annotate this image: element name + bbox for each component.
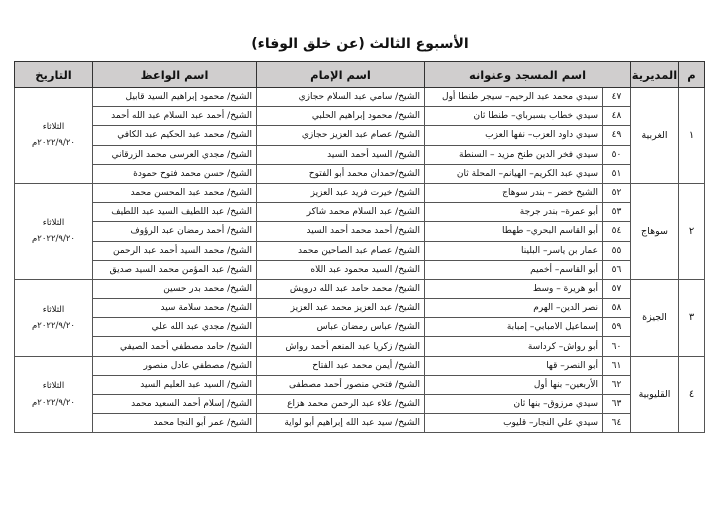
mosque-name: أبو النصر– قها: [425, 356, 603, 375]
imam-name: الشيخ/ علاء عبد الرحمن محمد هزاع: [257, 395, 425, 414]
preacher-name: الشيخ/ محمد عبد الحكيم عبد الكافي: [93, 126, 257, 145]
header-preacher: اسم الواعظ: [93, 62, 257, 88]
mosque-number: ٤٩: [603, 126, 631, 145]
mosque-name: أبو هريرة – وسط: [425, 279, 603, 298]
imam-name: الشيخ/ السيد أحمد السيد: [257, 145, 425, 164]
table-row: [15, 279, 705, 298]
mosque-name: الشيخ خضر – بندر سوهاج: [425, 183, 603, 202]
directorate-name: الجيزة: [631, 279, 679, 356]
date-day: الثلاثاء: [42, 304, 65, 315]
preacher-name: الشيخ/ محمد عبد المحسن محمد: [93, 183, 257, 202]
preacher-name: الشيخ/ إسلام أحمد السعيد محمد: [93, 395, 257, 414]
table-row: [15, 414, 705, 433]
preacher-name: الشيخ/ محمد السيد أحمد عبد الرحمن: [93, 241, 257, 260]
preacher-name: الشيخ/ السيد عبد العليم السيد: [93, 375, 257, 394]
mosque-name: سيدي فخر الدين طنخ مزيد – السنطة: [425, 145, 603, 164]
imam-name: الشيخ/ السيد محمود عبد اللاه: [257, 260, 425, 279]
table-row: [15, 203, 705, 222]
imam-name: الشيخ/ فتحي منصور أحمد مصطفى: [257, 375, 425, 394]
schedule-table: [14, 61, 705, 433]
imam-name: الشيخ/ أيمن محمد عبد الفتاح: [257, 356, 425, 375]
preacher-name: الشيخ/ محمد بدر حسين: [93, 279, 257, 298]
imam-name: الشيخ/ عبد السلام محمد شاكر: [257, 203, 425, 222]
preacher-name: الشيخ/ حسن محمد فتوح حمودة: [93, 164, 257, 183]
preacher-name: الشيخ/ حامد مصطفي أحمد الصيفي: [93, 337, 257, 356]
table-row: [15, 164, 705, 183]
date-cell: [15, 356, 93, 433]
table-row: [15, 318, 705, 337]
mosque-name: إسماعيل الامبابي– إمبابة: [425, 318, 603, 337]
mosque-name: سيدي مرزوق– بنها ثان: [425, 395, 603, 414]
mosque-number: ٥٧: [603, 279, 631, 298]
date-cell: [15, 88, 93, 184]
preacher-name: الشيخ/ محمد سلامة سيد: [93, 299, 257, 318]
mosque-name: سيدي داود العزب– نفها العزب: [425, 126, 603, 145]
imam-name: الشيخ/حمدان محمد أبو الفتوح: [257, 164, 425, 183]
preacher-name: الشيخ/ عمر أبو النجا محمد: [93, 414, 257, 433]
mosque-name: سيدي عبد الكريم– الهيانم– المحلة ثان: [425, 164, 603, 183]
table-row: [15, 107, 705, 126]
date-cell: [15, 279, 93, 356]
header-imam: اسم الإمام: [257, 62, 425, 88]
mosque-number: ٤٧: [603, 88, 631, 107]
directorate-name: الغربية: [631, 88, 679, 184]
imam-name: الشيخ/ عبد العزيز محمد عبد العزيز: [257, 299, 425, 318]
preacher-name: الشيخ/ عبد اللطيف السيد عبد اللطيف: [93, 203, 257, 222]
mosque-number: ٥٤: [603, 222, 631, 241]
header-row: [15, 62, 705, 88]
preacher-name: الشيخ/ مجدي العرسى محمد الزرقاني: [93, 145, 257, 164]
mosque-name: أبو القاسم البحري– طهطا: [425, 222, 603, 241]
mosque-name: نصر الدين– الهرم: [425, 299, 603, 318]
mosque-number: ٦٤: [603, 414, 631, 433]
header-date: التاريخ: [15, 62, 93, 88]
table-row: [15, 375, 705, 394]
mosque-name: عمار بن ياسر– البلينا: [425, 241, 603, 260]
mosque-number: ٦٢: [603, 375, 631, 394]
preacher-name: الشيخ/ مجدي عبد الله علي: [93, 318, 257, 337]
mosque-number: ٥٨: [603, 299, 631, 318]
table-row: [15, 395, 705, 414]
directorate-name: القليوبية: [631, 356, 679, 433]
group-index: ٤: [679, 356, 705, 433]
date-day: الثلاثاء: [42, 122, 65, 133]
group-index: ١: [679, 88, 705, 184]
header-index: م: [679, 62, 705, 88]
preacher-name: الشيخ/ أحمد رمضان عبد الرؤوف: [93, 222, 257, 241]
table-row: [15, 222, 705, 241]
mosque-number: ٤٨: [603, 107, 631, 126]
group-index: ٢: [679, 183, 705, 279]
header-mosque: اسم المسجد وعنوانه: [425, 62, 631, 88]
date-value: ٢٠٢٢/٩/٢٠م: [32, 234, 75, 245]
mosque-number: ٥٥: [603, 241, 631, 260]
mosque-name: سيدي علي النجار– قليوب: [425, 414, 603, 433]
imam-name: الشيخ/ محمد حامد عبد الله درويش: [257, 279, 425, 298]
mosque-name: أبو عمرة– بندر جرجة: [425, 203, 603, 222]
mosque-name: الأربعين– بنها أول: [425, 375, 603, 394]
mosque-name: أبو رواش– كرداسة: [425, 337, 603, 356]
imam-name: الشيخ/ سيد عبد الله إبراهيم أبو لواية: [257, 414, 425, 433]
mosque-name: سيدي خطاب بسبرباي– طنطا ثان: [425, 107, 603, 126]
date-value: ٢٠٢٢/٩/٢٠م: [32, 138, 75, 149]
table-row: [15, 241, 705, 260]
table-row: [15, 183, 705, 202]
imam-name: الشيخ/ عباس رمضان عباس: [257, 318, 425, 337]
date-value: ٢٠٢٢/٩/٢٠م: [32, 397, 75, 408]
mosque-number: ٦٠: [603, 337, 631, 356]
table-row: [15, 356, 705, 375]
date-day: الثلاثاء: [42, 218, 65, 229]
date-day: الثلاثاء: [42, 381, 65, 392]
header-directorate: المديرية: [631, 62, 679, 88]
page-title: الأسبوع الثالث (عن خلق الوفاء): [251, 36, 469, 52]
imam-name: الشيخ/ محمود إبراهيم الحلبي: [257, 107, 425, 126]
mosque-name: سيدي محمد عبد الرحيم– سيجر طنطا أول: [425, 88, 603, 107]
mosque-number: ٥٠: [603, 145, 631, 164]
mosque-number: ٥٦: [603, 260, 631, 279]
mosque-name: أبو القاسم– أخميم: [425, 260, 603, 279]
mosque-number: ٥٣: [603, 203, 631, 222]
mosque-number: ٦١: [603, 356, 631, 375]
directorate-name: سوهاج: [631, 183, 679, 279]
table-row: [15, 88, 705, 107]
preacher-name: الشيخ/ أحمد عبد السلام عبد الله أحمد: [93, 107, 257, 126]
imam-name: الشيخ/ سامي عبد السلام حجازي: [257, 88, 425, 107]
imam-name: الشيخ/ خيرت فريد عبد العزيز: [257, 183, 425, 202]
imam-name: الشيخ/ عصام عبد الصاحين محمد: [257, 241, 425, 260]
date-cell: [15, 183, 93, 279]
mosque-number: ٦٣: [603, 395, 631, 414]
table-row: [15, 299, 705, 318]
mosque-number: ٥٩: [603, 318, 631, 337]
imam-name: الشيخ/ أحمد محمد أحمد السيد: [257, 222, 425, 241]
table-row: [15, 260, 705, 279]
mosque-number: ٥٢: [603, 183, 631, 202]
table-row: [15, 126, 705, 145]
date-value: ٢٠٢٢/٩/٢٠م: [32, 320, 75, 331]
imam-name: الشيخ/ عصام عبد العزيز حجازي: [257, 126, 425, 145]
preacher-name: الشيخ/ مصطفي عادل منصور: [93, 356, 257, 375]
table-row: [15, 337, 705, 356]
preacher-name: الشيخ/ محمود إبراهيم السيد قابيل: [93, 88, 257, 107]
preacher-name: الشيخ/ عبد المؤمن محمد السيد صديق: [93, 260, 257, 279]
schedule-body: [15, 88, 705, 433]
group-index: ٣: [679, 279, 705, 356]
imam-name: الشيخ/ زكريا عبد المنعم أحمد رواش: [257, 337, 425, 356]
table-row: [15, 145, 705, 164]
mosque-number: ٥١: [603, 164, 631, 183]
